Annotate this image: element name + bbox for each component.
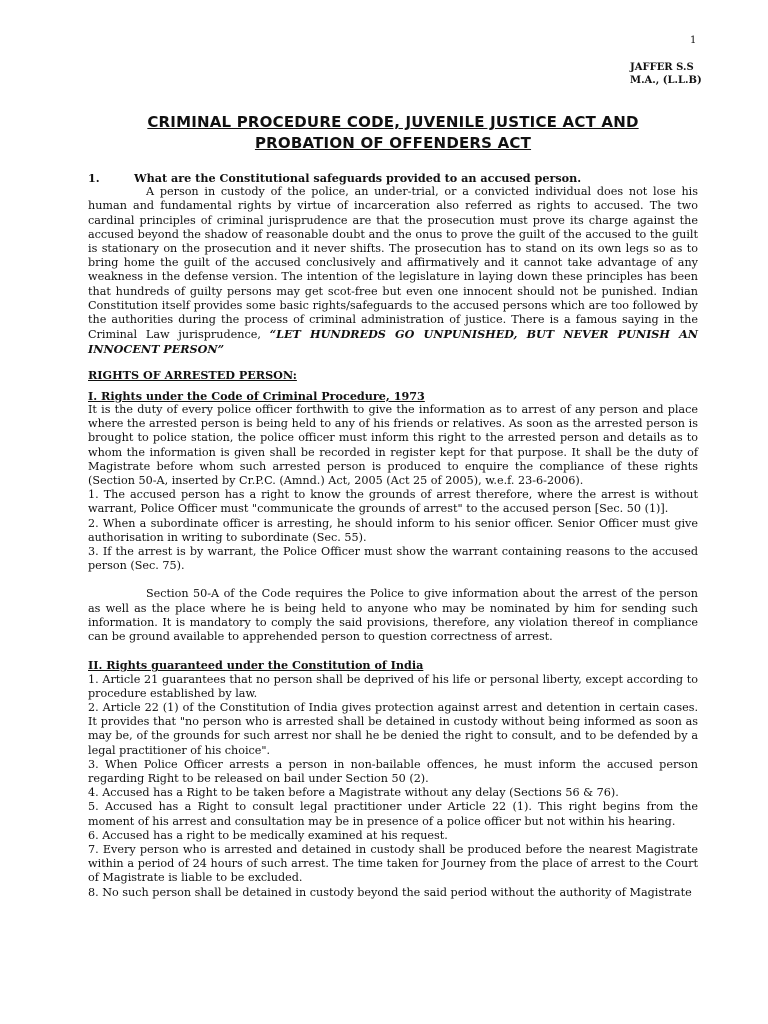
page-number: 1 [690,35,697,46]
section-2-item: 6. Accused has a right to be medically examined at his request. [88,828,448,842]
spacer [88,573,698,587]
author-degree: M.A., (L.L.B) [630,75,702,86]
section-2-item: 1. Article 21 guarantees that no person shall be deprived of his life or personal liberty, except according to procedure established by law. [88,672,698,700]
spacer [88,644,698,658]
answer-quote: “LET HUNDREDS GO UNPUNISHED, BUT NEVER PUNISH AN INNOCENT PERSON” [88,327,698,357]
document-body [88,171,698,900]
section-2-item: 5. Accused has a Right to consult legal practitioner under Article 22 (1). This right begins from the moment of his arrest and consultation may be in presence of a police officer but not within his hearing. [88,800,698,828]
section-2-item: 8. No such person shall be detained in custody beyond the said period without the authority of Magistrate [88,885,692,899]
section-2-item: 3. When Police Officer arrests a person in non-bailable offences, he must inform the accused person regarding Right to be released on bail under Section 50 (2). [88,757,698,785]
question-answer [88,185,698,357]
title-line-2: PROBATION OF OFFENDERS ACT [254,134,532,152]
section-1-item: 1. The accused person has a right to know the grounds of arrest therefore, where the arrest is without warrant, Police Officer must "communicate the grounds of arrest" to the accused person [Sec. 50 (1)]. [88,488,698,516]
author-name: JAFFER S.S [630,62,694,73]
section-1-item: 2. When a subordinate officer is arresting, he should inform to his senior officer. Senior Officer must give authorisation in writing to subordinate (Sec. 55). [88,516,698,544]
question-number: 1. [88,171,100,185]
title-line-1: CRIMINAL PROCEDURE CODE, JUVENILE JUSTICE ACT AND [147,113,639,131]
section-1-heading: I. Rights under the Code of Criminal Procedure, 1973 [88,388,425,403]
rights-heading: RIGHTS OF ARRESTED PERSON: [88,367,297,382]
author-block [630,61,702,87]
section-2-heading: II. Rights guaranteed under the Constitution of India [88,658,424,673]
section-2-item: 2. Article 22 (1) of the Constitution of India gives protection against arrest and detention in certain cases. It provides that "no person who is arrested shall be detained in custody without being informed as soon as may be, of the grounds for such arrest nor shall he be denied the right to consult, and to be defended by a legal practitioner of his choice". [88,700,698,757]
section-2-item: 7. Every person who is arrested and detained in custody shall be produced before the nearest Magistrate within a period of 24 hours of such arrest. The time taken for Journey from the place of arrest to the Court of Magistrate is liable to be excluded. [88,842,698,885]
question-text: What are the Constitutional safeguards provided to an accused person. [134,171,582,185]
document-title [88,112,698,154]
section-1-item: 3. If the arrest is by warrant, the Police Officer must show the warrant containing reasons to the accused person (Sec. 75). [88,545,698,573]
answer-body: A person in custody of the police, an under-trial, or a convicted individual does not lose his human and fundamental rights by virtue of incarceration also referred as rights to accused. The two cardinal principles of criminal jurisprudence are that the prosecution must prove its charge against the accused beyond the shadow of reasonable doubt and the onus to prove the guilt of the accused to the guilt is stationary on the prosecution and it never shifts. The prosecution has to stand on its own legs so as to bring home the guilt of the accused conclusively and affirmatively and it cannot take advantage of any weakness in the defense version. The intention of the legislature in laying down these principles has been that hundreds of guilty persons may get scot-free but even one innocent should not be punished. Indian Constitution itself provides some basic rights/safeguards to the accused persons which are too followed by the authorities during the process of criminal administration of justice. There is a famous saying in the Criminal Law jurisprudence, [88,185,698,342]
section-2-item: 4. Accused has a Right to be taken before a Magistrate without any delay (Sections 56 & 76). [88,786,619,800]
section-50a-paragraph: Section 50-A of the Code requires the Police to give information about the arrest of the person as well as the place where he is being held to anyone who may be nominated by him for sending such information. It is mandatory to comply the said provisions, therefore, any violation thereof in compliance can be ground available to apprehended person to question correctness of arrest. [88,587,698,644]
question-heading [88,171,698,185]
section-1-intro: It is the duty of every police officer forthwith to give the information as to arrest of any person and place where the arrested person is being held to any of his friends or relatives. As soon as the arrested person is brought to police station, the police officer must inform this right to the arrested person and details as to whom the information is given shall be recorded in register kept for that purpose. It shall be the duty of Magistrate before whom such arrested person is produced to enquire the compliance of these rights (Section 50-A, inserted by Cr.P.C. (Amnd.) Act, 2005 (Act 25 of 2005), w.e.f. 23-6-2006). [88,403,698,488]
